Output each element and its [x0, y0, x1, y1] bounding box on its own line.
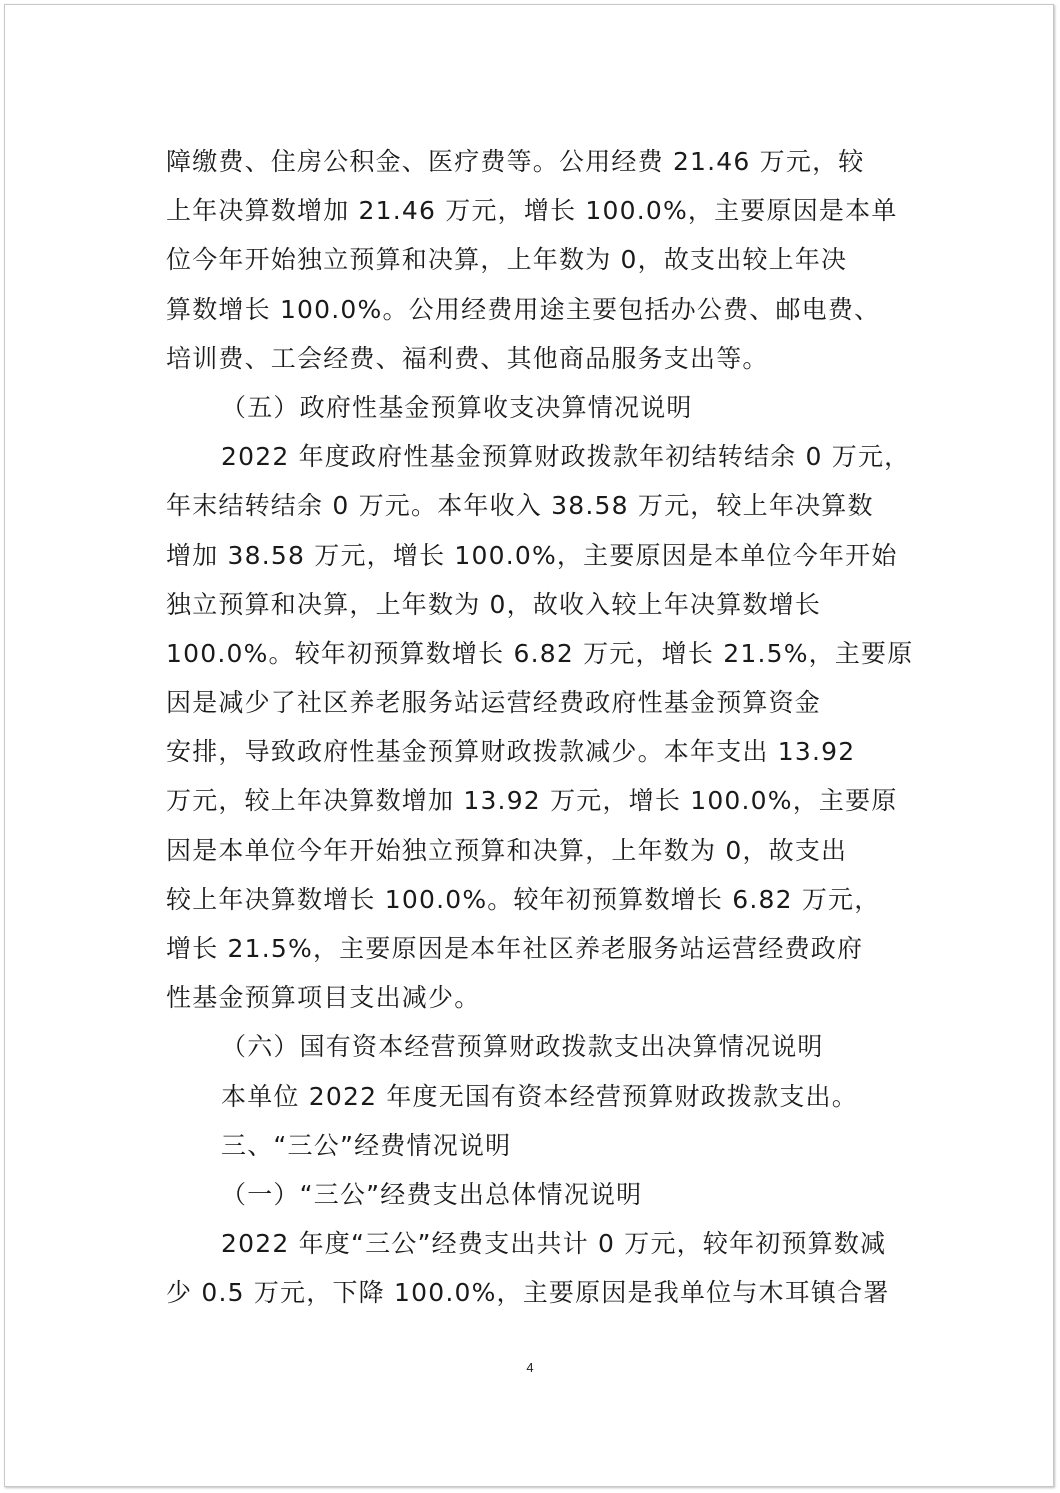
text-line: 算数增长 100.0%。公用经费用途主要包括办公费、邮电费、: [166, 294, 881, 324]
text-line: 较上年决算数增长 100.0%。较年初预算数增长 6.82 万元，: [166, 884, 881, 914]
text-line: 三、“三公”经费情况说明: [221, 1130, 512, 1160]
text-line: 独立预算和决算，上年数为 0，故收入较上年决算数增长: [166, 589, 822, 619]
text-line: 少 0.5 万元，下降 100.0%，主要原因是我单位与木耳镇合署: [166, 1278, 890, 1308]
text-line: 培训费、工会经费、福利费、其他商品服务支出等。: [166, 343, 769, 373]
text-line: 因是减少了社区养老服务站运营经费政府性基金预算资金: [166, 688, 822, 718]
text-line: 2022 年度政府性基金预算财政拨款年初结转结余 0 万元，: [221, 442, 911, 472]
text-line: 本单位 2022 年度无国有资本经营预算财政拨款支出。: [221, 1081, 858, 1111]
text-line: 障缴费、住房公积金、医疗费等。公用经费 21.46 万元，较: [166, 147, 865, 176]
text-line: 因是本单位今年开始独立预算和决算，上年数为 0，故支出: [166, 835, 848, 865]
text-line: 增加 38.58 万元，增长 100.0%，主要原因是本单位今年开始: [166, 540, 898, 570]
document-body: [166, 137, 914, 1318]
text-line: 位今年开始独立预算和决算，上年数为 0，故支出较上年决: [166, 245, 848, 275]
text-line: （一）“三公”经费支出总体情况说明: [221, 1179, 643, 1209]
text-line: 上年决算数增加 21.46 万元，增长 100.0%，主要原因是本单: [166, 196, 898, 226]
text-line: 安排，导致政府性基金预算财政拨款减少。本年支出 13.92: [166, 737, 856, 767]
text-line: 性基金预算项目支出减少。: [166, 983, 481, 1013]
text-line: 2022 年度“三公”经费支出共计 0 万元，较年初预算数减: [221, 1229, 887, 1259]
text-line: （五）政府性基金预算收支决算情况说明: [221, 392, 693, 422]
text-line: 增长 21.5%，主要原因是本年社区养老服务站运营经费政府: [166, 934, 864, 963]
text-line: 万元，较上年决算数增加 13.92 万元，增长 100.0%，主要原: [166, 786, 898, 816]
page-number: 4: [526, 1360, 534, 1375]
text-line: 100.0%。较年初预算数增长 6.82 万元，增长 21.5%，主要原: [166, 638, 914, 668]
text-line: （六）国有资本经营预算财政拨款支出决算情况说明: [221, 1032, 824, 1062]
text-line: 年末结转结余 0 万元。本年收入 38.58 万元，较上年决算数: [166, 491, 874, 521]
